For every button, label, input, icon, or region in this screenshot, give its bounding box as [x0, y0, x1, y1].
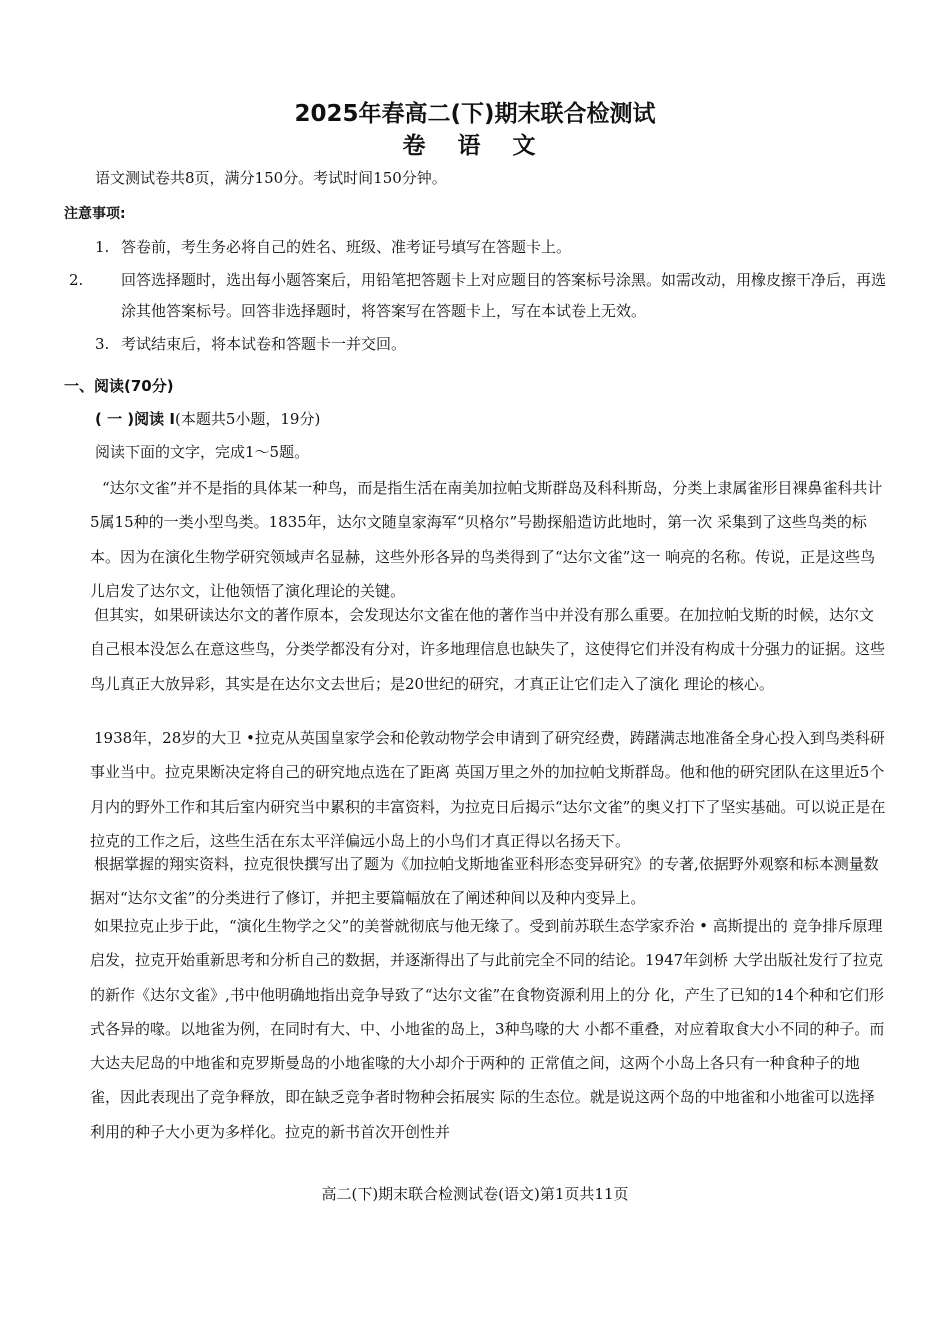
- passage-paragraph: 但其实，如果研读达尔文的著作原本，会发现达尔文雀在他的著作当中并没有那么重要。在加拉帕戈斯的时候，达尔文自己根本没怎么在意这些鸟，分类学都没有分对，许多地理信息也缺失了，这使得它们并没有构成十分强力的证据。这些鸟儿真正大放异彩，其实是在达尔文去世后；是20世纪的研究，才真正让它们走入了演化 理论的核心。: [90, 606, 886, 693]
- notice-heading: 注意事项:: [64, 206, 126, 222]
- subsection-label: ( 一 )阅读 Ⅰ: [95, 410, 175, 428]
- exam-title: 2025年春高二(下)期末联合检测试: [294, 101, 656, 127]
- exam-intro: 语文测试卷共8页，满分150分。考试时间150分钟。: [95, 169, 447, 187]
- notice-item: [95, 232, 890, 263]
- notice-item-text: 考试结束后，将本试卷和答题卡一并交回。: [121, 335, 407, 353]
- exam-subject: 卷 语 文: [402, 133, 548, 159]
- notice-item-text: 回答选择题时，选出每小题答案后，用铅笔把答题卡上对应题目的答案标号涂黑。如需改动，用橡皮擦干净后，再选涂其他答案标号。回答非选择题时，将答案写在答题卡上，写在本试卷上无效。: [121, 271, 887, 320]
- notice-item-number: 3.: [95, 335, 110, 353]
- notice-item-number: 2.: [69, 271, 84, 289]
- subsection-heading: [95, 409, 320, 429]
- page-footer: 高二(下)期末联合检测试卷(语文)第1页共11页: [321, 1185, 629, 1203]
- section-heading: 一、阅读(70分): [64, 377, 174, 395]
- notice-item: [95, 329, 890, 360]
- subsection-info: (本题共5小题，19分): [174, 410, 321, 428]
- notice-item-number: 1.: [95, 238, 110, 256]
- passage-paragraph: “达尔文雀”并不是指的具体某一种鸟，而是指生活在南美加拉帕戈斯群岛及科科斯岛，分类上隶属雀形目裸鼻雀科共计5属15种的一类小型鸟类。1835年，达尔文随皇家海军“贝格尔”号勘探船造访此地时，第一次 采集到了这些鸟类的标本。因为在演化生物学研究领域声名显赫，这些外形各异的鸟类得到了“达尔文雀”这一 响亮的名称。传说，正是这些鸟儿启发了达尔文，让他领悟了演化理论的关键。: [90, 479, 883, 600]
- passage-paragraph: 1938年，28岁的大卫 •拉克从英国皇家学会和伦敦动物学会申请到了研究经费，踌躇满志地准备全身心投入到鸟类科研事业当中。拉克果断决定将自己的研究地点选在了距离 英国万里之外的加拉帕戈斯群岛。他和他的研究团队在这里近5个月内的野外工作和其后室内研究当中累积的丰富资料，为拉克日后揭示“达尔文雀”的奥义打下了坚实基础。可以说正是在拉克的工作之后，这些生活在东太平洋偏远小岛上的小鸟们才真正得以名扬天下。: [90, 729, 886, 850]
- passage-paragraph: 根据掌握的翔实资料，拉克很快撰写出了题为《加拉帕戈斯地雀亚科形态变异研究》的专著,依据野外观察和标本测量数据对“达尔文雀”的分类进行了修订，并把主要篇幅放在了阐述种间以及种内变异上。: [90, 855, 879, 908]
- reading-instruction: 阅读下面的文字，完成1～5题。: [95, 443, 310, 461]
- passage-paragraph: 如果拉克止步于此，“演化生物学之父”的美誉就彻底与他无缘了。受到前苏联生态学家乔治 • 高斯提出的 竞争排斥原理启发，拉克开始重新思考和分析自己的数据，并逐渐得出了与此前完全不同的结论。1947年剑桥 大学出版社发行了拉克的新作《达尔文雀》,书中他明确地指出竞争导致了“达尔文雀”在食物资源利用上的分 化，产生了已知的14个种和它们形式各异的喙。以地雀为例，在同时有大、中、小地雀的岛上，3种鸟喙的大 小都不重叠，对应着取食大小不同的种子。而大达夫尼岛的中地雀和克罗斯曼岛的小地雀喙的大小却介于两种的 正常值之间，这两个小岛上各只有一种食种子的地雀，因此表现出了竞争释放，即在缺乏竞争者时物种会拓展实 际的生态位。就是说这两个岛的中地雀和小地雀可以选择利用的种子大小更为多样化。拉克的新书首次开创性并: [90, 917, 885, 1141]
- notice-item: [69, 265, 890, 327]
- notice-item-text: 答卷前，考生务必将自己的姓名、班级、准考证号填写在答题卡上。: [121, 238, 572, 256]
